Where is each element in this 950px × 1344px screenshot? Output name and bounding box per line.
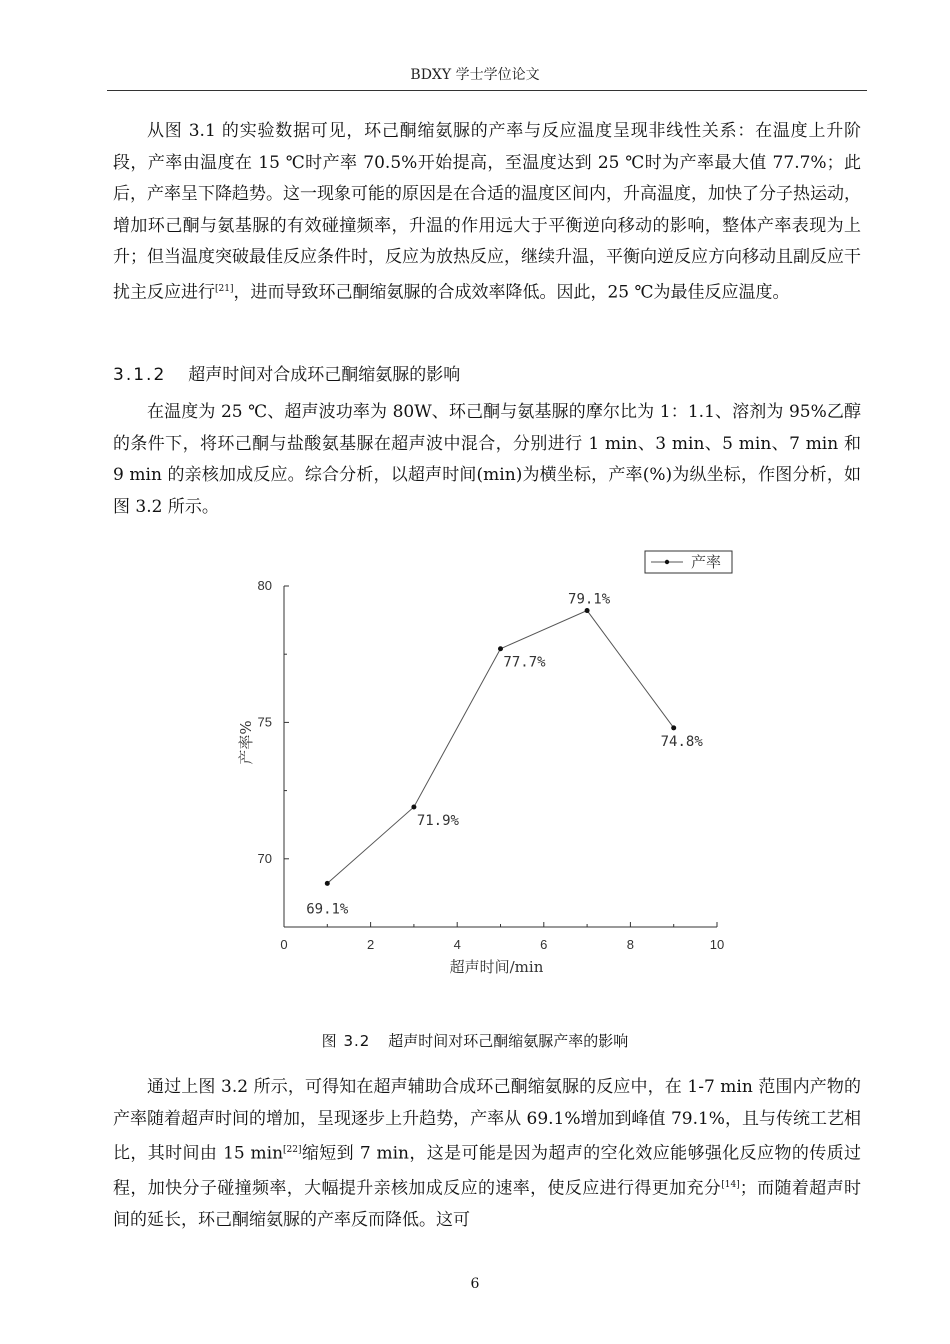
citation-21: [21]: [215, 283, 234, 294]
y-axis-label: 产率%: [237, 720, 255, 765]
x-tick-label: 6: [540, 937, 548, 952]
data-label: 77.7%: [503, 654, 546, 671]
data-point: [671, 725, 676, 730]
page-number: 6: [470, 1276, 480, 1292]
figure-number: 图 3.2: [321, 1032, 371, 1050]
x-tick-label: 0: [280, 937, 288, 952]
citation-22: [22]: [283, 1145, 302, 1155]
y-tick-label: 70: [257, 850, 272, 866]
data-point: [325, 881, 330, 886]
citation-14: [14]: [721, 1180, 740, 1191]
series-line-yield: [327, 611, 673, 884]
section-title: 超声时间对合成环己酮缩氨脲的影响: [188, 365, 461, 385]
page-header: BDXY 学士学位论文: [410, 67, 540, 83]
data-label: 74.8%: [660, 733, 703, 750]
x-tick-label: 8: [626, 937, 635, 952]
x-tick-label: 2: [366, 937, 375, 952]
figure-title: 超声时间对环己酮缩氨脲产率的影响: [388, 1032, 629, 1050]
x-tick-label: 10: [709, 937, 725, 952]
data-point: [585, 608, 590, 613]
data-label: 71.9%: [416, 812, 459, 829]
paragraph-1-tail: ，进而导致环己酮缩氨脲的合成效率降低。因此，25 ℃为最佳反应温度。: [233, 282, 790, 303]
x-axis-label: 超声时间/min: [449, 958, 544, 976]
paragraph-2: 在温度为 25 ℃、超声波功率为 80W、环己酮与氨基脲的摩尔比为 1：1.1、溶剂为 95%乙醇的条件下，将环己酮与盐酸氨基脲在超声波中混合，分别进行 1 min、3 min、5 min、7 min 和 9 min 的亲核加成反应。综合分析，以超声时间(min)为横坐标，产率(%)为纵坐标，作图分析，如图 3.2 所示。: [113, 402, 861, 517]
legend-marker: [665, 560, 669, 564]
paragraph-3: [113, 1072, 861, 1237]
paragraph-3-text-b: 缩短到 7 min，这是可能是因为超声的空化效应能够强化反应物的传质过程，加快分子碰撞频率，大幅提升亲核加成反应的速率，使反应进行得更加充分: [113, 1143, 861, 1199]
y-tick-label: 75: [257, 714, 272, 730]
data-label: 69.1%: [306, 901, 349, 918]
figure-caption: [0, 1030, 950, 1051]
paragraph-1-text: 从图 3.1 的实验数据可见，环己酮缩氨脲的产率与反应温度呈现非线性关系：在温度上升阶段，产率由温度在 15 ℃时产率 70.5%开始提高，至温度达到 25 ℃时为产率最大值 77.7%；此后，产率呈下降趋势。这一现象可能的原因是在合适的温度区间内，升高温度，加快了分子热运动，增加环己酮与氨基脲的有效碰撞频率，升温的作用远大于平衡逆向移动的影响，整体产率表现为上升；但当温度突破最佳反应条件时，反应为放热反应，继续升温，平衡向逆反应方向移动且副反应干扰主反应进行: [113, 121, 861, 303]
paragraph-3-text-c: ；而随着超声时间的延长，环己酮缩氨脲的产率反而降低。这可: [113, 1178, 862, 1231]
x-tick-label: 4: [453, 937, 461, 952]
data-point: [411, 804, 416, 809]
y-tick-label: 80: [257, 578, 272, 593]
legend-label: 产率: [691, 553, 722, 571]
paragraph-3-text-a: 通过上图 3.2 所示，可得知在超声辅助合成环己酮缩氨脲的反应中，在 1-7 min 范围内产物的产率随着超声时间的增加，呈现逐步上升趋势，产率从 69.1%增加到峰值 79.1%，且与传统工艺相比，其时间由 15 min: [113, 1077, 861, 1164]
section-number: 3.1.2: [113, 365, 167, 385]
data-point: [498, 646, 503, 651]
data-label: 79.1%: [568, 591, 611, 608]
